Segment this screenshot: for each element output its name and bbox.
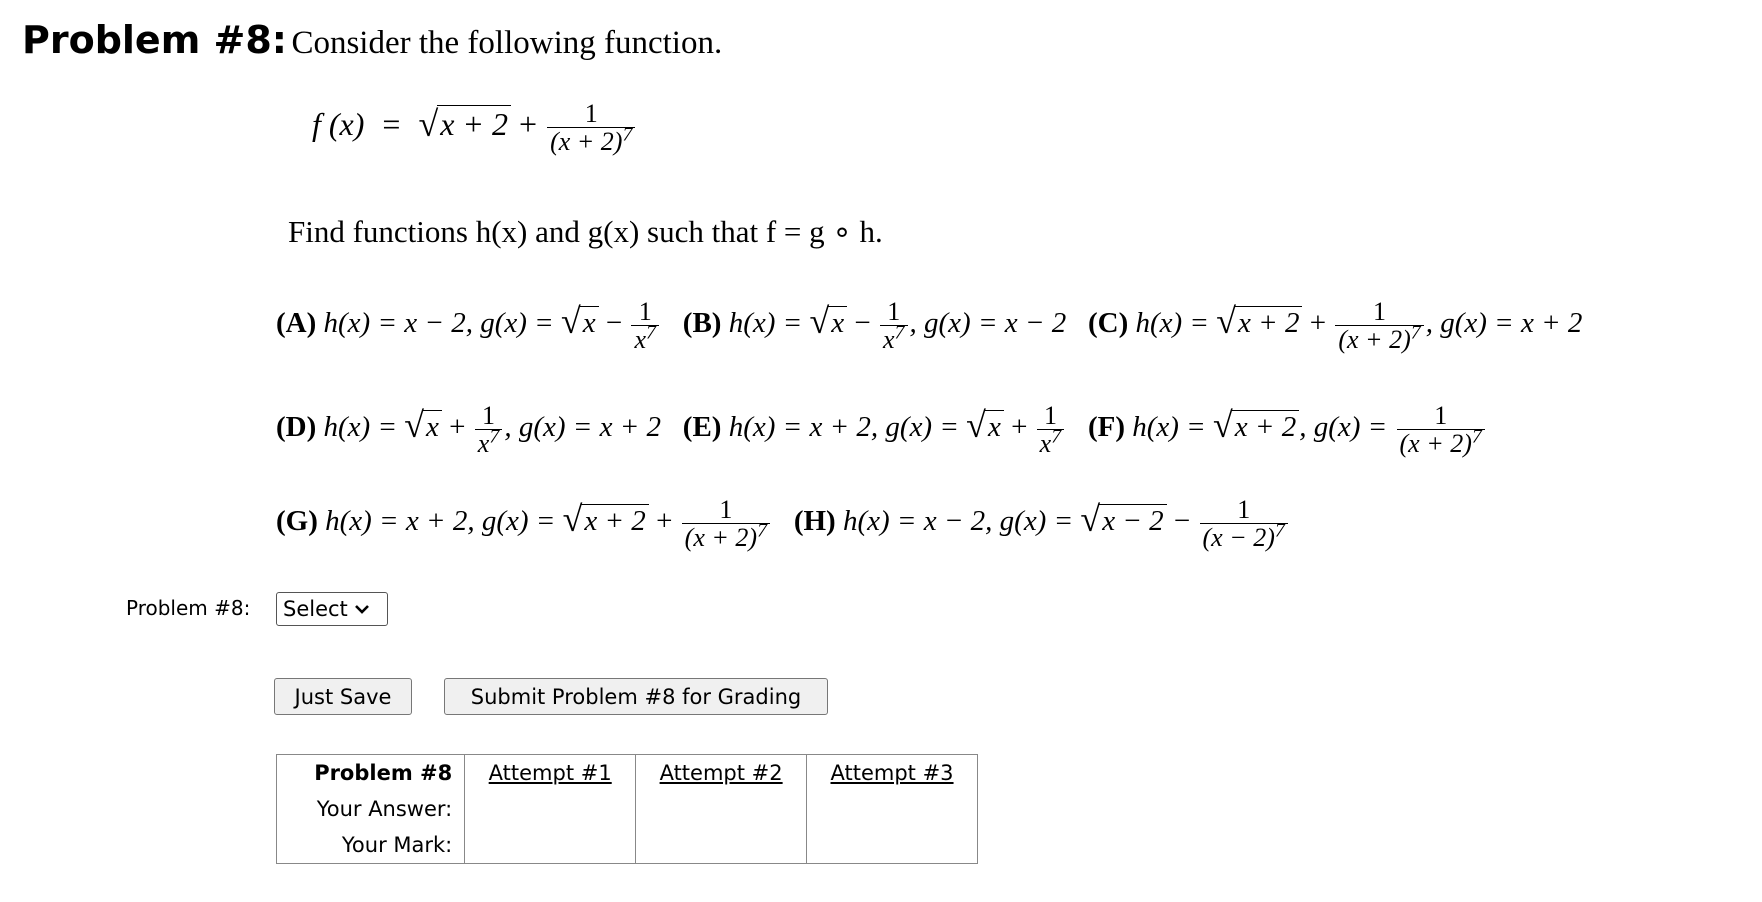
option-h: (H) h(x) = x − 2, g(x) = √x − 2 − $\frac{1}{(x - 2)^7}$ — [794, 505, 1290, 537]
option-b: (B) h(x) = √x − $\frac{1}{x^7}$ , g(x) = x − 2 — [682, 297, 1067, 355]
attempt-2-link[interactable]: Attempt #2 — [636, 755, 807, 792]
your-mark-row — [277, 827, 978, 864]
submit-grading-button[interactable]: Submit Problem #8 for Grading — [444, 678, 828, 715]
function-sqrt: √x + 2 — [418, 103, 511, 145]
attempt-2-mark — [636, 827, 807, 864]
option-g: (G) h(x) = x + 2, g(x) = √x + 2 + $\frac{1}{(x + 2)^7}$ — [276, 505, 779, 537]
attempt-1-link[interactable]: Attempt #1 — [465, 755, 636, 792]
attempts-header-problem: Problem #8 — [277, 755, 465, 792]
attempts-table — [276, 754, 978, 864]
options-row-2 — [276, 402, 1487, 458]
option-e: (E) h(x) = x + 2, g(x) = √x + $\frac{1}{x^7}$ — [683, 411, 1074, 443]
attempt-1-mark — [465, 827, 636, 864]
answer-select[interactable] — [276, 592, 388, 626]
function-fraction: $\frac{1}{(x + 2)^7}$ — [547, 100, 635, 156]
attempt-3-mark — [807, 827, 978, 864]
chevron-down-icon — [354, 603, 370, 615]
function-display — [312, 100, 637, 156]
option-c: (C) h(x) = √x + 2 + $\frac{1}{(x + 2)^7}$ , g(x) = x + 2 — [1087, 297, 1583, 355]
options-row-3 — [276, 496, 1290, 552]
just-save-button[interactable]: Just Save — [274, 678, 412, 715]
attempt-2-answer — [636, 791, 807, 827]
attempt-1-answer — [465, 791, 636, 827]
problem-header — [22, 18, 722, 62]
attempts-header-row — [277, 755, 978, 792]
problem-intro: Consider the following function. — [291, 25, 723, 61]
function-lhs: f (x) — [312, 106, 365, 143]
problem-title: Problem #8: — [22, 18, 287, 62]
attempt-3-link[interactable]: Attempt #3 — [807, 755, 978, 792]
your-answer-label: Your Answer: — [277, 791, 465, 827]
option-f: (F) h(x) = √x + 2 , g(x) = $\frac{1}{(x + 2)^7}$ — [1088, 411, 1487, 443]
find-instruction: Find functions h(x) and g(x) such that f = g ∘ h. — [288, 214, 883, 249]
option-d: (D) h(x) = √x + $\frac{1}{x^7}$ , g(x) = x + 2 — [276, 401, 662, 459]
answer-select-value: Select — [283, 597, 348, 621]
answer-label: Problem #8: — [126, 596, 251, 620]
your-mark-label: Your Mark: — [277, 827, 465, 864]
function-eq: = — [382, 106, 401, 143]
option-a: (A) h(x) = x − 2, g(x) = √x − $\frac{1}{x^7}$ — [276, 307, 668, 339]
function-plus: + — [519, 106, 538, 143]
your-answer-row — [277, 791, 978, 827]
options-row-1 — [276, 298, 1582, 354]
attempt-3-answer — [807, 791, 978, 827]
